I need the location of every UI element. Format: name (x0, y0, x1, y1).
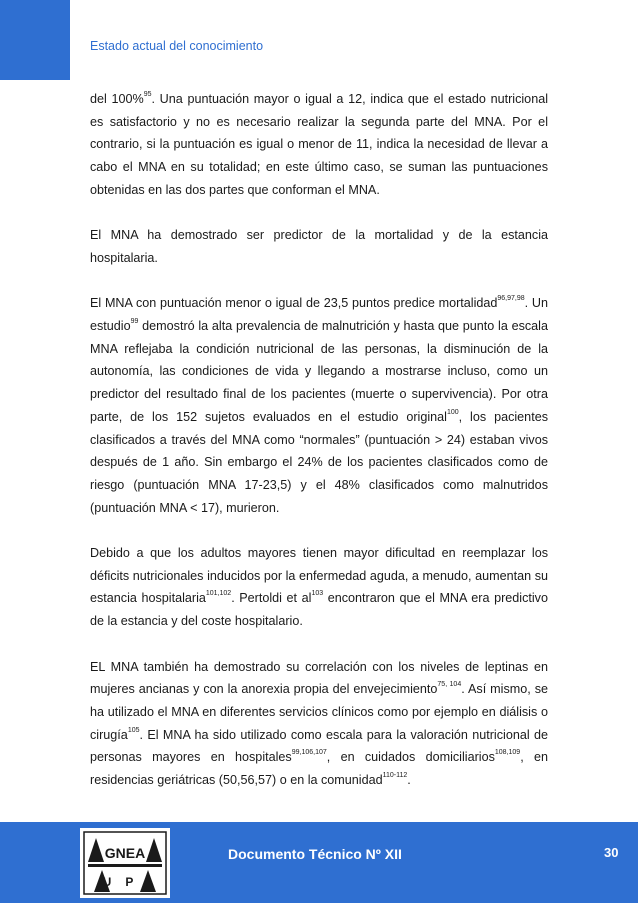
text-run: . Así mismo, se ha utilizado el MNA en diferentes servicios clínicos como por ejemplo en diálisis o cirugía (90, 682, 548, 742)
text-run: , en cuidados domiciliarios (326, 750, 495, 765)
logo-text-top: GNEA (104, 845, 146, 861)
logo-text-bottom: UP (102, 875, 148, 889)
document-body (90, 88, 548, 814)
page-number: 30 (604, 845, 619, 860)
paragraph-5 (90, 656, 548, 792)
citation-superscript: 103 (311, 590, 324, 598)
text-run: del 100% (90, 92, 144, 106)
citation-superscript: 105 (127, 726, 140, 734)
paragraph-2 (90, 224, 548, 269)
text-run: . El MNA ha sido utilizado como escala para la valoración nutricional de personas mayores en hospitales (90, 727, 548, 765)
running-header: Estado actual del conocimiento (90, 39, 264, 53)
citation-superscript: 100 (446, 408, 459, 416)
text-run: El MNA con puntuación menor o igual de 23,5 puntos predice mortalidad (90, 296, 498, 311)
text-run: . (407, 773, 411, 788)
citation-superscript: 95 (143, 91, 152, 98)
citation-superscript: 101,102 (205, 590, 232, 598)
text-run: demostró la alta prevalencia de malnutrición y hasta que punto la escala MNA reflejaba la condición nutricional de las personas, la disminución de la autonomía, las condiciones de vida y llegando a mostrarse incluso, como un predictor del resultado final de los pacientes (muerte o supervivencia). Por otra parte, de los 152 sujetos evaluados en el estudio original (90, 319, 548, 424)
text-run: El MNA ha demostrado ser predictor de la mortalidad y de la estancia hospitalaria. (90, 228, 548, 265)
text-run: . Un estudio (90, 296, 548, 333)
paragraph-1 (90, 88, 548, 202)
paragraph-3 (90, 292, 548, 519)
citation-superscript: 96,97,98 (497, 295, 525, 303)
text-run: Debido a que los adultos mayores tienen mayor dificultad en reemplazar los déficits nutricionales inducidos por la enfermedad aguda, a menudo, aumentan su estancia hospitalaria (90, 546, 548, 606)
citation-superscript: 110-112 (382, 772, 408, 780)
paragraph-4 (90, 542, 548, 633)
text-run: . Pertoldi et al (231, 591, 312, 606)
citation-superscript: 99,106,107 (291, 749, 327, 757)
text-run: , en residencias geriátricas (50,56,57) o en la comunidad (90, 750, 548, 788)
header-side-bar (0, 0, 70, 80)
footer-title: Documento Técnico Nº XII (228, 846, 402, 862)
citation-superscript: 75, 104 (437, 681, 462, 689)
text-run: , los pacientes clasificados a través del MNA como “normales” (puntuación > 24) estaban vivos después de 1 año. Sin embargo el 24% de los pacientes clasificados como de riesgo (puntuación MNA 17-23,5) y el 48% clasificados como malnutridos (puntuación MNA < 17), murieron. (90, 409, 548, 515)
text-run: encontraron que el MNA era predictivo de la estancia y del coste hospitalario. (90, 591, 548, 629)
text-run: EL MNA también ha demostrado su correlación con los niveles de leptinas en mujeres ancianas y con la anorexia propia del envejecimiento (90, 659, 548, 697)
citation-superscript: 108,109 (494, 749, 521, 757)
citation-superscript: 99 (130, 318, 139, 325)
footer-bar (0, 822, 638, 903)
gnea-logo (80, 828, 170, 898)
text-run: . Una puntuación mayor o igual a 12, indica que el estado nutricional es satisfactorio y no es necesario realizar la segunda parte del MNA. Por el contrario, si la puntuación es igual o menor de 11, indica la necesidad de llevar a cabo el MNA en su totalidad; en este último caso, se suman las puntuaciones obtenidas en las dos partes que conforman el MNA. (90, 92, 548, 197)
